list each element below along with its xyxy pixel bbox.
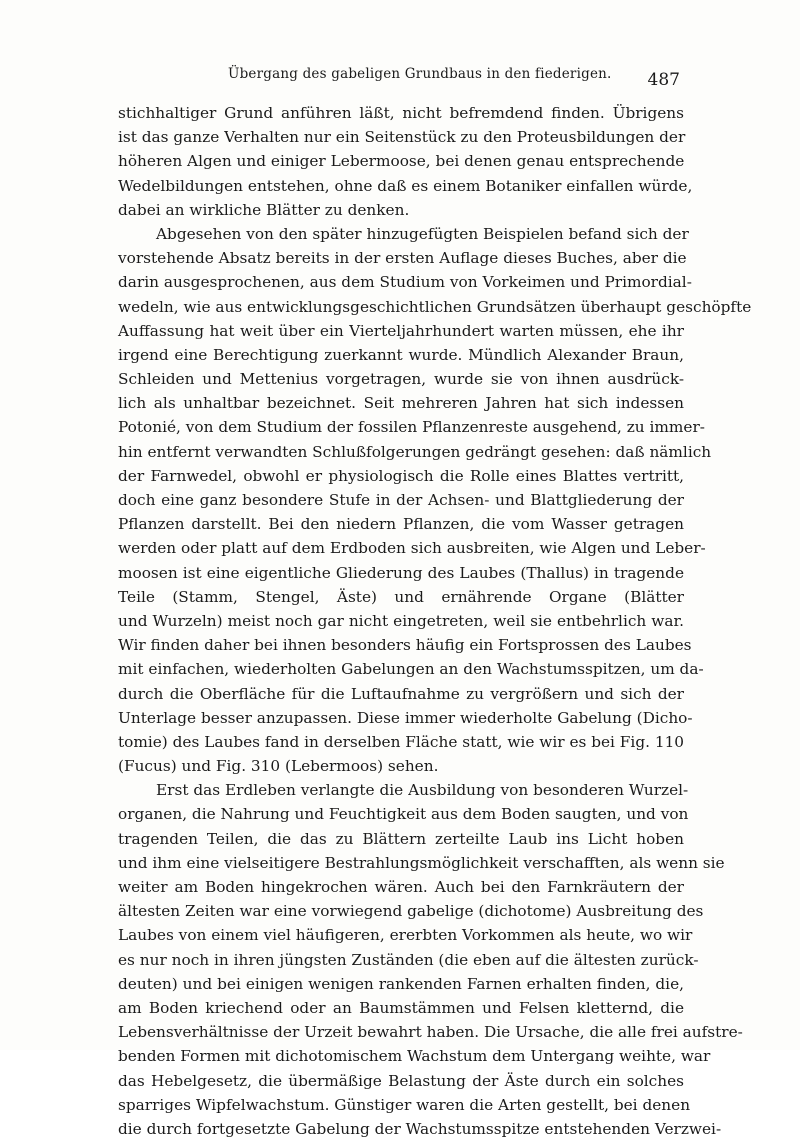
text-line: sparriges Wipfelwachstum. Günstiger waren die Arten gestellt, bei denen <box>118 1095 691 1114</box>
running-head: Übergang des gabeligen Grundbaus in den fiederigen. <box>228 66 612 82</box>
text-line: moosen ist eine eigentliche Gliederung des Laubes (Thallus) in tragende <box>118 563 684 582</box>
text-line: höheren Algen und einiger Lebermoose, bei denen genau entsprechende <box>118 152 685 171</box>
text-line: Wedelbildungen entstehen, ohne daß es einem Botaniker einfallen würde, <box>118 176 693 195</box>
text-line: am Boden kriechend oder an Baumstämmen und Felsen kletternd, die <box>118 998 684 1017</box>
text-line: das Hebelgesetz, die übermäßige Belastung der Äste durch ein solches <box>118 1071 684 1090</box>
text-line: Schleiden und Mettenius vorgetragen, wurde sie von ihnen ausdrück- <box>118 370 684 389</box>
text-line: Potonié, von dem Studium der fossilen Pflanzenreste ausgehend, zu immer- <box>118 418 705 437</box>
text-line: Wir finden daher bei ihnen besonders häufig ein Fortsprossen des Laubes <box>118 636 692 655</box>
text-line: die durch fortgesetzte Gabelung der Wachstumsspitze entstehenden Verzwei- <box>118 1119 722 1138</box>
text-line: stichhaltiger Grund anführen läßt, nicht befremdend finden. Übrigens <box>118 104 684 122</box>
text-line: und ihm eine vielseitigere Bestrahlungsmöglichkeit verschafften, als wenn sie <box>118 853 725 872</box>
text-line: durch die Oberfläche für die Luftaufnahme zu vergrößern und sich der <box>118 684 684 703</box>
text-line: Unterlage besser anzupassen. Diese immer wiederholte Gabelung (Dicho- <box>118 708 693 727</box>
paragraph-start-line: Abgesehen von den später hinzugefügten Beispielen befand sich der <box>156 224 689 243</box>
text-line: es nur noch in ihren jüngsten Zuständen (die eben auf die ältesten zurück- <box>118 950 699 969</box>
text-line: ist das ganze Verhalten nur ein Seitenstück zu den Proteusbildungen der <box>118 128 686 147</box>
text-line: der Farnwedel, obwohl er physiologisch die Rolle eines Blattes vertritt, <box>118 466 684 485</box>
text-line: hin entfernt verwandten Schlußfolgerungen gedrängt gesehen: daß nämlich <box>118 442 712 461</box>
text-line: Laubes von einem viel häufigeren, ererbten Vorkommen als heute, wo wir <box>118 926 693 945</box>
text-line: Teile (Stamm, Stengel, Äste) und ernährende Organe (Blätter <box>118 587 684 606</box>
text-line: Auffassung hat weit über ein Vierteljahrhundert warten müssen, ehe ihr <box>118 321 684 340</box>
text-line: lich als unhaltbar bezeichnet. Seit mehreren Jahren hat sich indessen <box>118 394 684 413</box>
text-line: weiter am Boden hingekrochen wären. Auch bei den Farnkräutern der <box>118 878 684 896</box>
text-line: vorstehende Absatz bereits in der ersten Auflage dieses Buches, aber die <box>118 249 687 268</box>
text-line: Lebensverhältnisse der Urzeit bewahrt haben. Die Ursache, die alle frei aufstre- <box>118 1023 743 1042</box>
text-line: mit einfachen, wiederholten Gabelungen an den Wachstumsspitzen, um da- <box>118 660 704 679</box>
body-text <box>118 101 752 1141</box>
text-line: und Wurzeln) meist noch gar nicht eingetreten, weil sie entbehrlich war. <box>118 611 684 630</box>
text-line: werden oder platt auf dem Erdboden sich ausbreiten, wie Algen und Leber- <box>118 539 706 558</box>
text-line: benden Formen mit dichotomischem Wachstum dem Untergang weihte, war <box>118 1047 711 1066</box>
text-line: (Fucus) und Fig. 310 (Lebermoos) sehen. <box>118 757 439 776</box>
paragraph-start-line: Erst das Erdleben verlangte die Ausbildung von besonderen Wurzel- <box>156 781 689 800</box>
text-line: Pflanzen darstellt. Bei den niedern Pflanzen, die vom Wasser getragen <box>118 515 684 534</box>
text-line: wedeln, wie aus entwicklungsgeschichtlichen Grundsätzen überhaupt geschöpfte <box>118 297 752 316</box>
text-line: tragenden Teilen, die das zu Blättern zerteilte Laub ins Licht hoben <box>118 829 684 848</box>
text-line: organen, die Nahrung und Feuchtigkeit aus dem Boden saugten, und von <box>118 805 689 824</box>
text-line: dabei an wirkliche Blätter zu denken. <box>118 200 410 219</box>
text-line: darin ausgesprochenen, aus dem Studium von Vorkeimen und Primordial- <box>118 273 692 292</box>
text-line: irgend eine Berechtigung zuerkannt wurde. Mündlich Alexander Braun, <box>118 345 684 364</box>
text-line: tomie) des Laubes fand in derselben Fläche statt, wie wir es bei Fig. 110 <box>118 732 685 751</box>
text-line: doch eine ganz besondere Stufe in der Achsen- und Blattgliederung der <box>118 491 684 509</box>
text-line: deuten) und bei einigen wenigen rankenden Farnen erhalten finden, die, <box>118 974 684 993</box>
text-line: ältesten Zeiten war eine vorwiegend gabelige (dichotome) Ausbreitung des <box>118 902 704 921</box>
page-number: 487 <box>647 70 680 90</box>
